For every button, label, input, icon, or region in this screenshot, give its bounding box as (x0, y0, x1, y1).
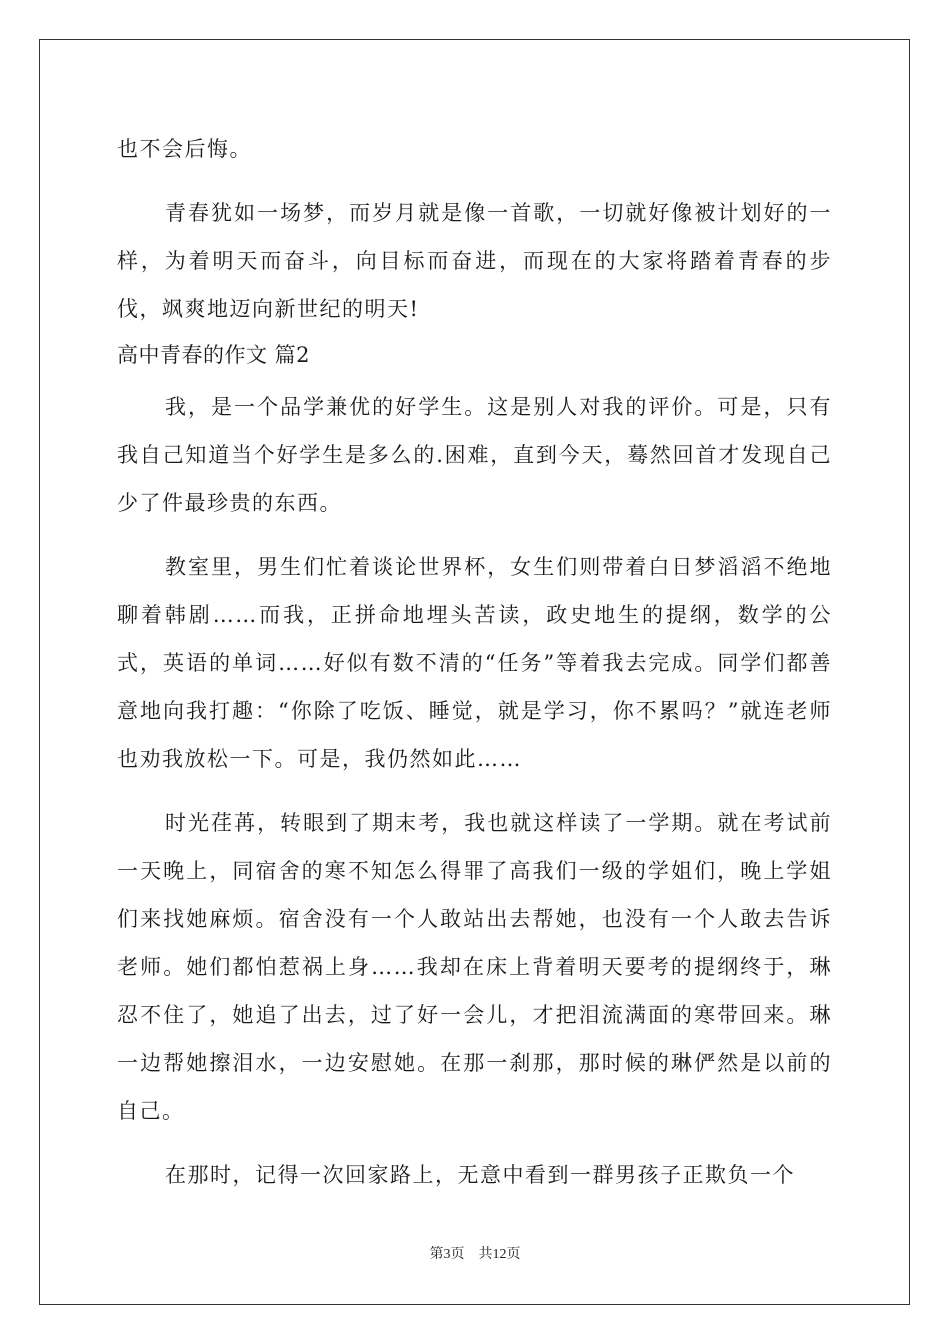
paragraph: 我，是一个品学兼优的好学生。这是别人对我的评价。可是，只有我自己知道当个好学生是多么的.困难，直到今天，蓦然回首才发现自己少了件最珍贵的东西。 (117, 395, 832, 515)
paragraph: 时光荏苒，转眼到了期末考，我也就这样读了一学期。就在考试前一天晚上，同宿舍的寒不知怎么得罪了高我们一级的学姐们，晚上学姐们来找她麻烦。宿舍没有一个人敢站出去帮她，也没有一个人敢去告诉老师。她们都怕惹祸上身……我却在床上背着明天要考的提纲终于，琳忍不住了，她追了出去，过了好一会儿，才把泪流满面的寒带回来。琳一边帮她擦泪水，一边安慰她。在那一刹那，那时候的琳俨然是以前的自己。 (117, 811, 832, 1123)
paragraph: 在那时，记得一次回家路上，无意中看到一群男孩子正欺负一个 (165, 1163, 795, 1187)
page-number: 第3页 (429, 1247, 465, 1262)
document-body (117, 125, 832, 1199)
section-heading: 高中青春的作文 篇2 (117, 343, 311, 367)
page-footer (0, 1243, 950, 1263)
paragraph: 也不会后悔。 (117, 137, 252, 161)
page-total: 共12页 (478, 1247, 521, 1262)
paragraph: 教室里，男生们忙着谈论世界杯，女生们则带着白日梦滔滔不绝地聊着韩剧……而我，正拼命地埋头苦读，政史地生的提纲，数学的公式，英语的单词……好似有数不清的“任务”等着我去完成。同学们都善意地向我打趣：“你除了吃饭、睡觉，就是学习，你不累吗？”就连老师也劝我放松一下。可是，我仍然如此…… (117, 555, 832, 771)
paragraph: 青春犹如一场梦，而岁月就是像一首歌，一切就好像被计划好的一样，为着明天而奋斗，向目标而奋进，而现在的大家将踏着青春的步伐，飒爽地迈向新世纪的明天! (117, 201, 832, 321)
